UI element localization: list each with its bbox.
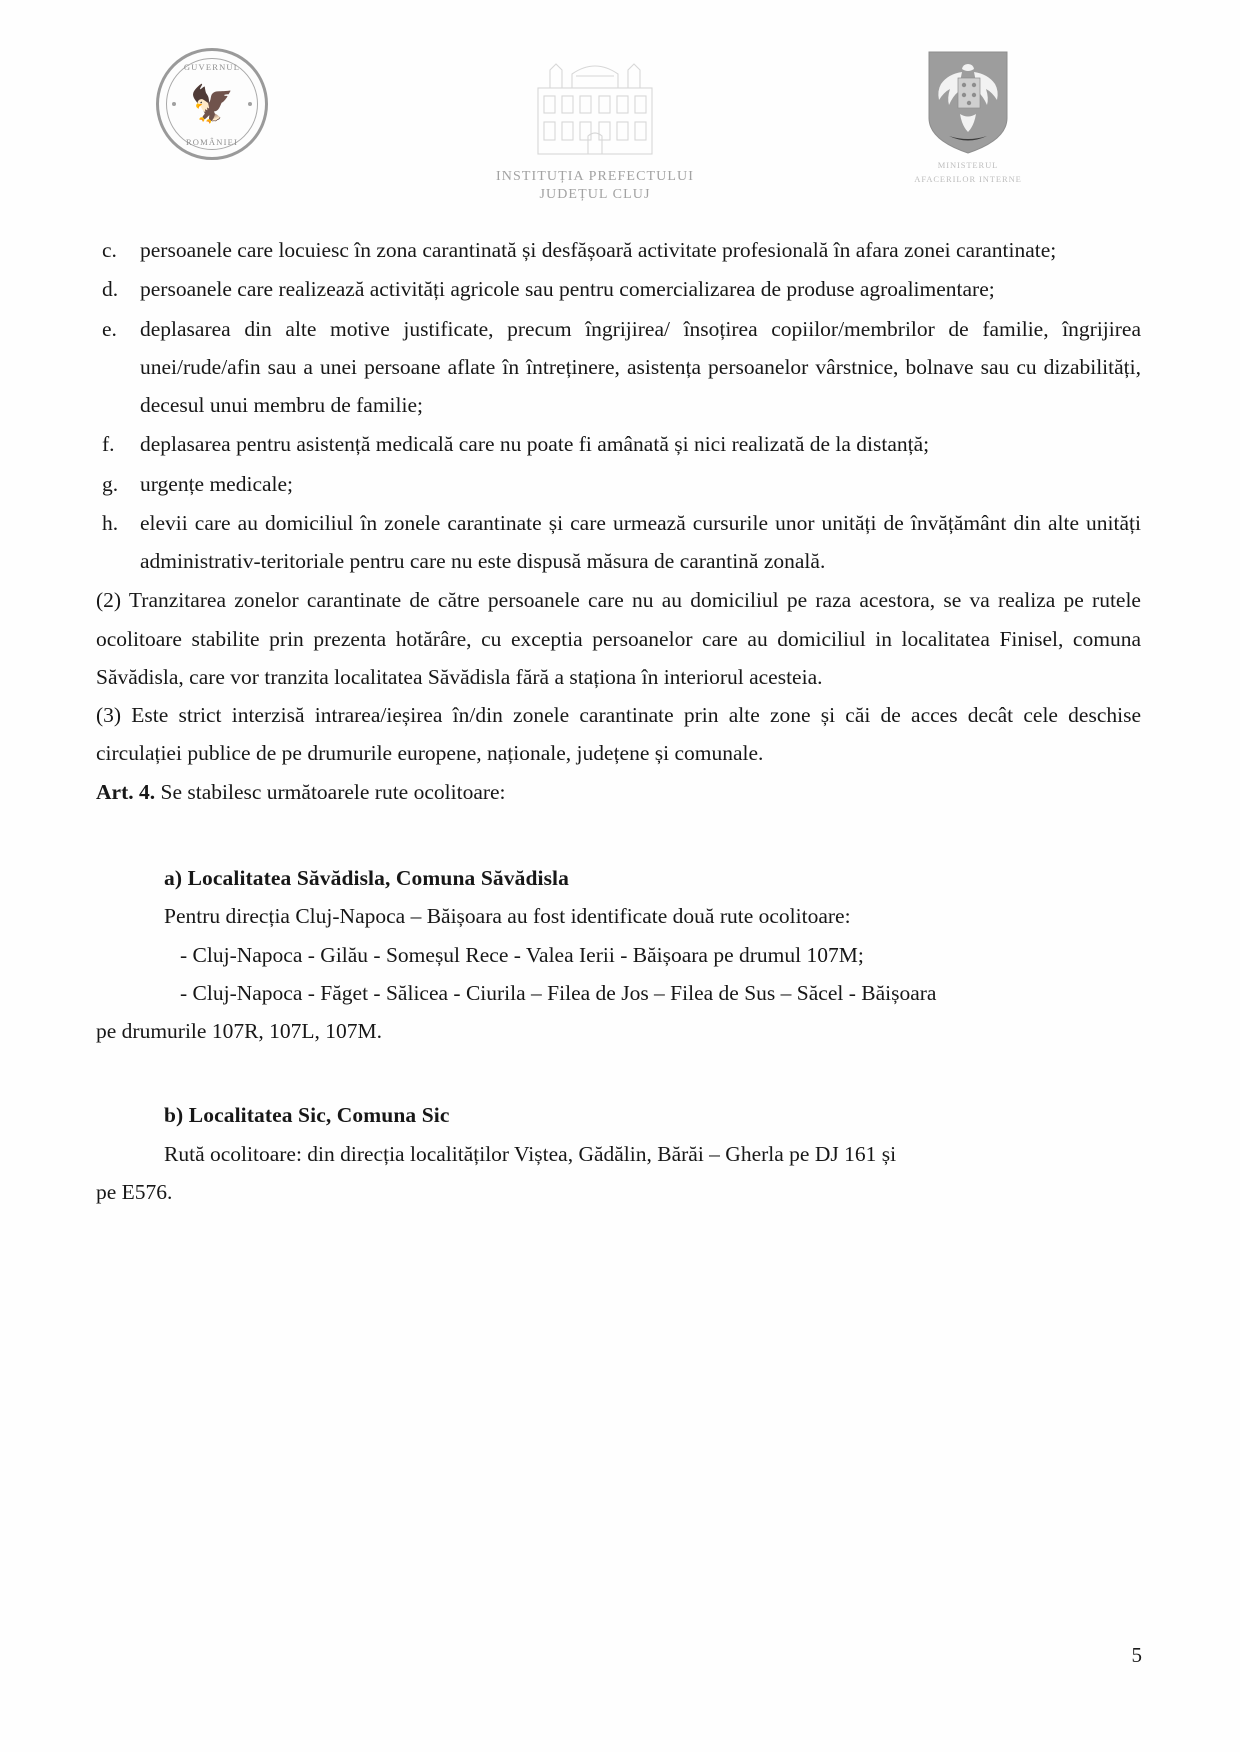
seal-top-text: GUVERNUL [183,62,241,72]
route-a-intro: Pentru direcția Cluj-Napoca – Băișoara au fost identificate două rute ocolitoare: [164,904,851,929]
list-item [96,310,1141,425]
route-a-title: a) Localitatea Săvădisla, Comuna Săvădisla [164,865,569,890]
list-item-marker: c. [102,238,117,262]
list-item [96,270,1141,308]
prefecture-caption-line2: JUDEȚUL CLUJ [539,186,651,202]
government-seal-block [92,48,332,160]
eagle-icon: 🦅 [189,84,235,124]
paragraph-3-number: (3) [96,703,122,728]
list-item-marker: g. [102,471,119,496]
list-item-marker: e. [102,316,117,341]
seal-dot-left [172,102,176,106]
list-item [96,504,1141,581]
romanian-coat-of-arms-shield-icon [925,48,1011,156]
list-item-marker: d. [102,277,119,302]
ministry-caption-line2: AFACERILOR INTERNE [914,174,1022,185]
exceptions-list [96,231,1141,580]
ministry-caption-line1: MINISTERUL [937,160,999,170]
list-item-marker: f. [102,432,115,457]
list-item-text: persoanele care locuiesc în zona carantinată și desfășoară activitate profesională în afara zonei carantinate; [140,238,1057,262]
article-4-text: Se stabilesc următoarele rute ocolitoare: [160,779,506,804]
seal-dot-right [248,102,252,106]
list-item-text: persoanele care realizează activități agricole sau pentru comercializarea de produse agroalimentare; [140,277,995,302]
list-item-text: urgențe medicale; [140,471,294,496]
list-item-text: elevii care au domiciliul în zonele carantinate și care urmează cursurile unor unități de învățământ din alte unități administrativ-teritoriale pentru care nu este dispusă măsura de carantină zonală. [140,510,1141,574]
list-item [96,231,1141,269]
paragraph-3-text: Este strict interzisă intrarea/ieșirea în/din zonele carantinate prin alte zone și căi de acces decât cele deschise circulației publice de pe drumurile europene, naționale, județene și comunale. [96,703,1142,766]
ministry-logo-block [838,48,1098,185]
list-item [96,465,1141,503]
prefecture-logo-block [430,50,760,203]
seal-bottom-text: ROMÂNIEI [185,137,239,147]
route-b-intro: Rută ocolitoare: din direcția localităților Viștea, Gădălin, Bărăi – Gherla pe DJ 161 și [164,1141,897,1166]
paragraph-3 [96,696,1141,773]
letterhead [0,0,1240,228]
route-a-line-2: - Cluj-Napoca - Făget - Sălicea - Ciurila – Filea de Jos – Filea de Sus – Săcel - Băișoara [180,980,937,1005]
list-item [96,425,1141,463]
route-b-title: b) Localitatea Sic, Comuna Sic [164,1103,450,1128]
article-4-label: Art. 4. [96,779,156,804]
paragraph-2 [96,581,1141,696]
route-a-line-1: - Cluj-Napoca - Gilău - Someșul Rece - Valea Ierii - Băișoara pe drumul 107M; [180,942,864,967]
paragraph-2-text: Tranzitarea zonelor carantinate de către persoanele care nu au domiciliul pe raza acestora, se va realiza pe rutele ocolitoare stabilite prin prezenta hotărâre, cu exceptia persoanelor care au domiciliul in localitatea Finisel, comuna Săvădisla, care vor tranzita localitatea Săvădisla fără a staționa în interiorul acesteia. [96,588,1141,689]
list-item-marker: h. [102,510,119,535]
route-b-tail: pe E576. [96,1179,173,1204]
document-body [96,231,1141,1211]
page-number: 5 [1131,1643,1142,1667]
route-group-a [96,859,1141,1050]
route-group-b [96,1096,1141,1211]
list-item-text: deplasarea din alte motive justificate, precum îngrijirea/ însoțirea copiilor/membrilor de familie, îngrijirea unei/rude/afin sau a unei persoane aflate în întreținere, asistența persoanelor vârstnice, bolnave sau cu dizabilități, decesul unui membru de familie; [140,316,1141,418]
prefecture-building-icon [520,50,670,162]
article-4-heading [96,773,1141,811]
prefecture-caption-line1: INSTITUȚIA PREFECTULUI [495,169,695,184]
romanian-government-seal-icon [156,48,268,160]
paragraph-2-number: (2) [96,588,122,613]
list-item-text: deplasarea pentru asistență medicală care nu poate fi amânată și nici realizată de la distanță; [140,432,930,457]
route-a-tail: pe drumurile 107R, 107L, 107M. [96,1019,383,1044]
